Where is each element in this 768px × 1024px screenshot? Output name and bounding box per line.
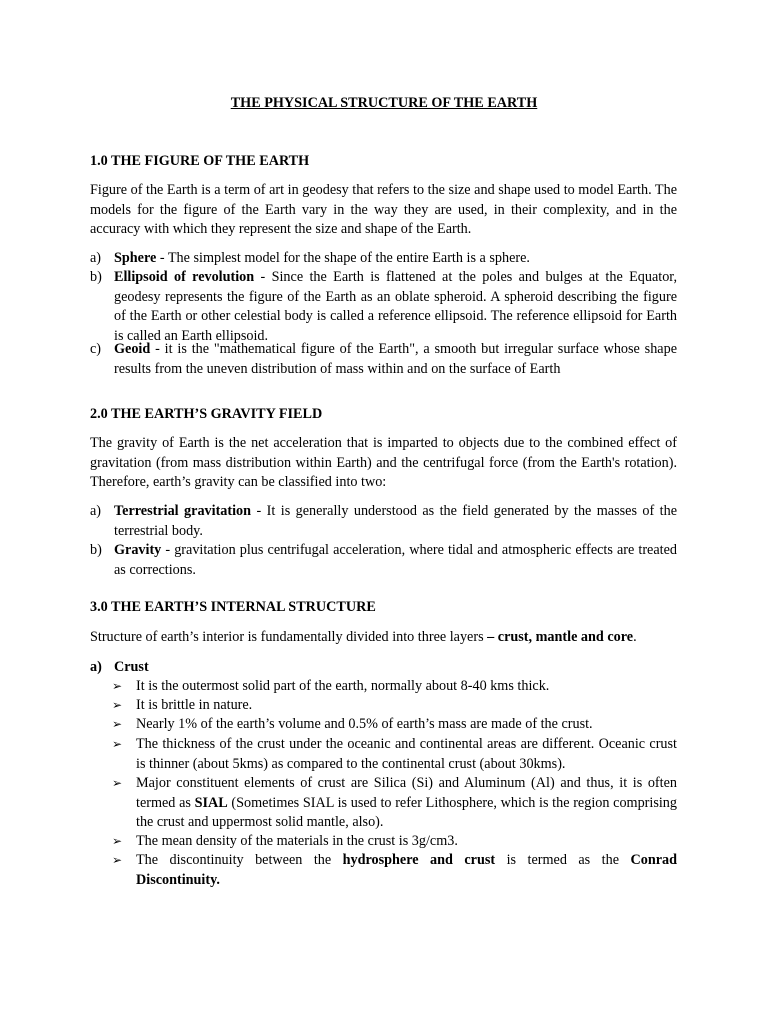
arrow-bullet-icon: ➢ (112, 679, 123, 693)
list-item (90, 249, 677, 269)
bullet-item (112, 715, 677, 735)
bullet-item (112, 677, 677, 697)
bullet-bold-text: Conrad Discontinuity. (136, 852, 677, 888)
subsection-heading: Crust (114, 659, 149, 675)
arrow-bullet-icon: ➢ (112, 853, 123, 867)
arrow-bullet-icon: ➢ (112, 834, 123, 848)
bullet-item (112, 832, 677, 852)
arrow-bullet-icon: ➢ (112, 776, 123, 790)
bullet-item (112, 735, 677, 774)
bullet-text: The thickness of the crust under the oceanic and continental areas are different. Oceanic crust is thinner (about 5kms) as compared to the continental crust (about 30kms). (136, 736, 677, 772)
list-marker: a) (90, 659, 102, 675)
list-marker: c) (90, 341, 102, 357)
list-text: - gravitation plus centrifugal acceleration, where tidal and atmospheric effects are treated as corrections. (114, 542, 677, 578)
paragraph-text: . (633, 629, 637, 645)
arrow-bullet-icon: ➢ (112, 698, 123, 712)
list-term: Terrestrial gravitation (114, 503, 252, 519)
bullet-text: Nearly 1% of the earth’s volume and 0.5% of earth’s mass are made of the crust. (136, 716, 593, 732)
bullet-item (112, 851, 677, 890)
list-text: - The simplest model for the shape of the entire Earth is a sphere. (156, 250, 530, 266)
list-text: - it is the "mathematical figure of the Earth", a smooth but irregular surface whose shape results from the uneven distribution of mass within and on the surface of Earth (114, 341, 677, 377)
list-marker: a) (90, 250, 102, 266)
list-item (90, 502, 677, 541)
list-item (90, 340, 677, 379)
list-marker: b) (90, 542, 102, 558)
bullet-text: The mean density of the materials in the crust is 3g/cm3. (136, 833, 458, 849)
list-term: Ellipsoid of revolution (114, 269, 255, 285)
bullet-text: Major constituent elements of crust are Silica (Si) and Aluminum (Al) and thus, it is often termed as (136, 775, 677, 811)
bullet-text: (Sometimes SIAL is used to refer Lithosphere, which is the region comprising the crust and uppermost solid mantle, also). (136, 794, 677, 830)
section-1-heading: 1.0 THE FIGURE OF THE EARTH (90, 153, 310, 169)
section-1-paragraph: Figure of the Earth is a term of art in geodesy that refers to the size and shape used to model Earth. The models for the figure of the Earth vary in the way they are used, in their complexity, and in the accuracy with which they represent the size and shape of the Earth. (90, 182, 677, 237)
document-title: THE PHYSICAL STRUCTURE OF THE EARTH (230, 95, 538, 111)
subsection-crust (90, 658, 677, 678)
arrow-bullet-icon: ➢ (112, 717, 123, 731)
list-item (90, 268, 677, 346)
section-3-paragraph (90, 628, 677, 648)
bullet-text: is termed as the (495, 852, 631, 868)
list-term: Gravity (114, 542, 162, 558)
bullet-bold-text: hydrosphere and crust (342, 852, 496, 868)
paragraph-bold-text: – crust, mantle and core (487, 629, 634, 645)
bullet-text: It is the outermost solid part of the earth, normally about 8-40 kms thick. (136, 678, 550, 694)
bullet-text: The discontinuity between the (136, 852, 343, 868)
list-marker: a) (90, 503, 102, 519)
bullet-bold-text: SIAL (194, 794, 228, 811)
section-2-heading: 2.0 THE EARTH’S GRAVITY FIELD (90, 406, 323, 422)
list-marker: b) (90, 269, 102, 285)
arrow-bullet-icon: ➢ (112, 737, 123, 751)
list-term: Geoid (114, 341, 151, 357)
bullet-text: It is brittle in nature. (136, 697, 253, 713)
list-text: - Since the Earth is flattened at the poles and bulges at the Equator, geodesy represents the figure of the Earth as an oblate spheroid. A spheroid describing the figure of the Earth or other celestial body is called a reference ellipsoid. The reference ellipsoid for Earth is called an Earth ellipsoid. (114, 269, 678, 344)
list-item (90, 541, 677, 580)
list-term: Sphere (114, 250, 157, 266)
section-2-paragraph: The gravity of Earth is the net acceleration that is imparted to objects due to the combined effect of gravitation (from mass distribution within Earth) and the centrifugal force (from the Earth's rotation). Therefore, earth’s gravity can be classified into two: (90, 435, 677, 490)
paragraph-text: Structure of earth’s interior is fundamentally divided into three layers (90, 629, 488, 645)
section-3-heading: 3.0 THE EARTH’S INTERNAL STRUCTURE (90, 599, 376, 615)
bullet-item (112, 696, 677, 716)
bullet-item (112, 774, 677, 833)
list-text: - It is generally understood as the field generated by the masses of the terrestrial body. (114, 503, 677, 539)
